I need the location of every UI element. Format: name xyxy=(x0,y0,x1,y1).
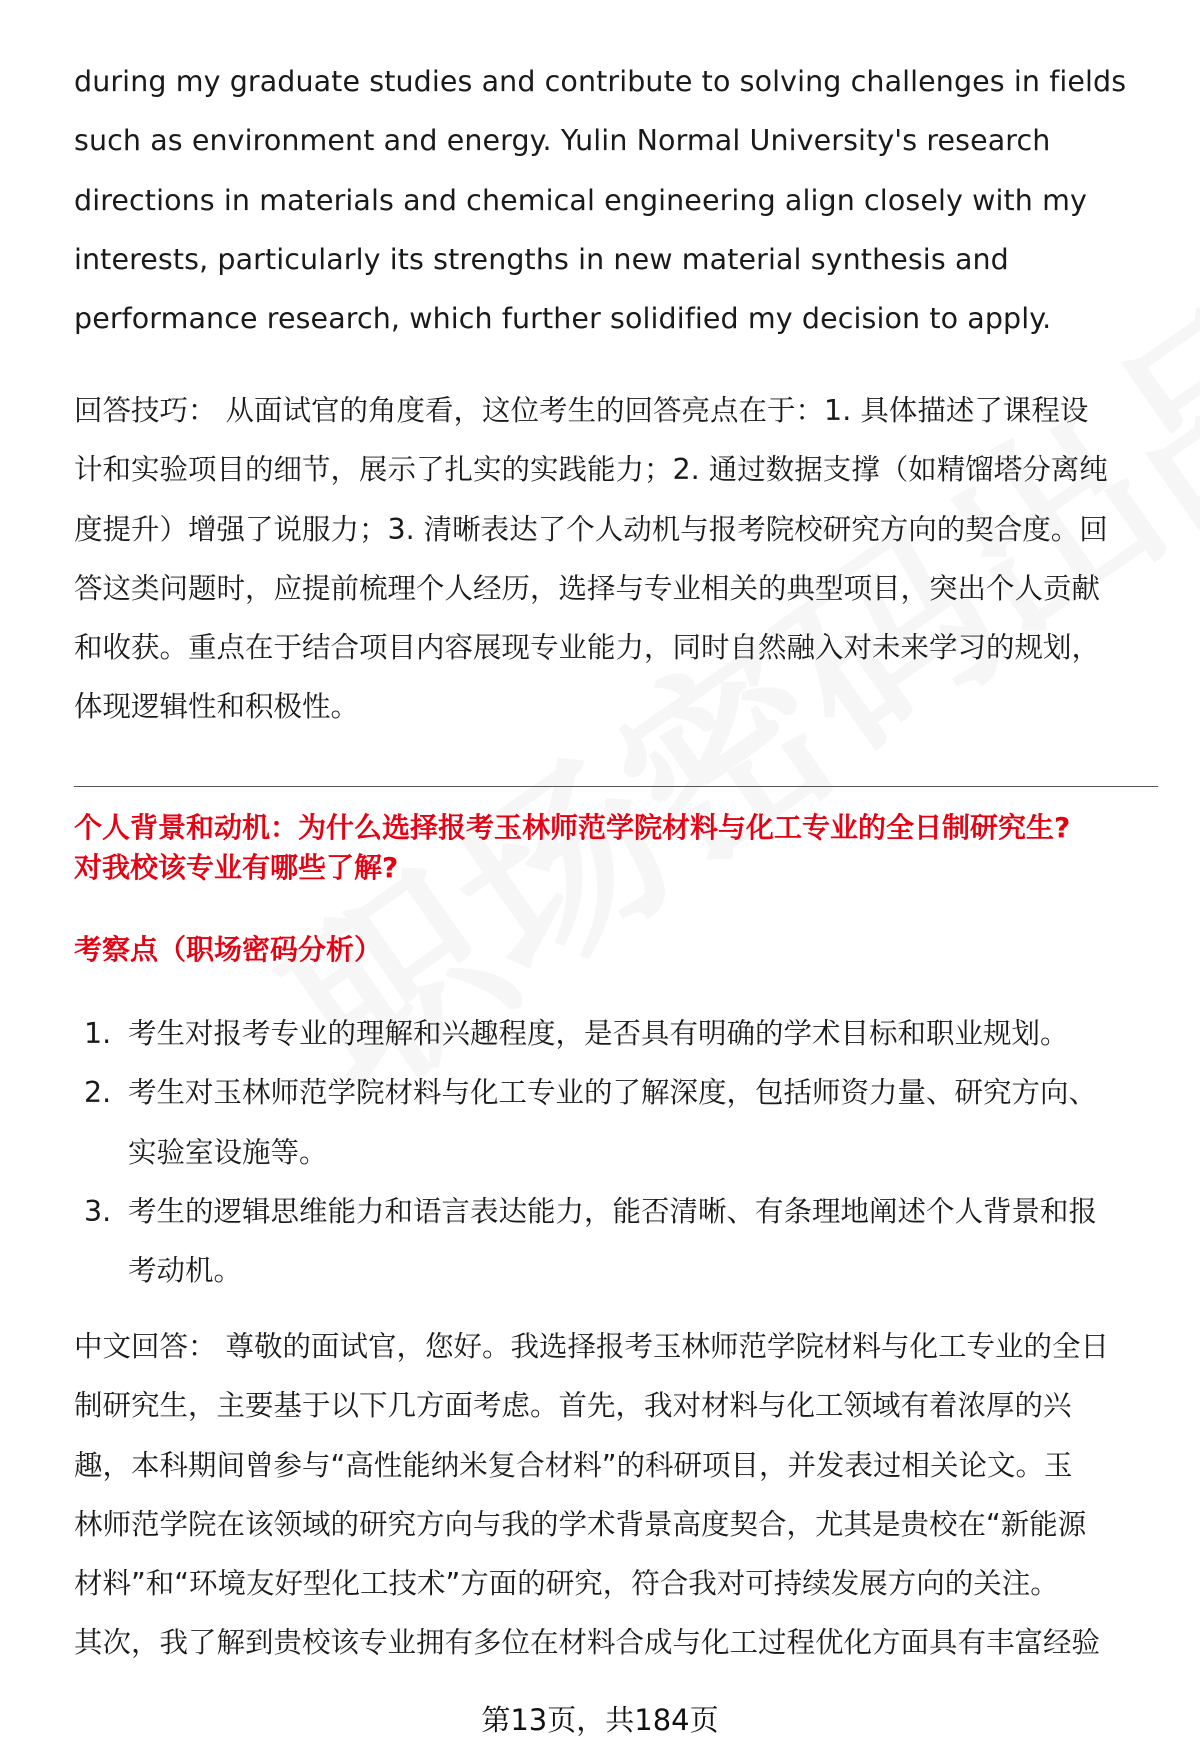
list-item xyxy=(74,1182,1158,1301)
list-item xyxy=(74,1004,1158,1063)
key-points-list xyxy=(74,1004,1158,1300)
list-item-line: 考生的逻辑思维能力和语言表达能力，能否清晰、有条理地阐述个人背景和报 xyxy=(128,1194,1098,1228)
paragraph-line: 计和实验项目的细节，展示了扎实的实践能力；2. 通过数据支撑（如精馏塔分离纯 xyxy=(74,453,1108,487)
key-points-heading: 考察点（职场密码分析） xyxy=(74,933,383,966)
english-paragraph xyxy=(74,52,1158,348)
paragraph-line: 答这类问题时，应提前梳理个人经历，选择与专业相关的典型项目，突出个人贡献 xyxy=(74,571,1101,605)
list-item xyxy=(74,1063,1158,1182)
list-item-line: 实验室设施等。 xyxy=(128,1135,328,1169)
paragraph-line: 体现逻辑性和积极性。 xyxy=(74,690,360,724)
paragraph-line: 度提升）增强了说服力；3. 清晰表达了个人动机与报考院校研究方向的契合度。回 xyxy=(74,512,1108,546)
paragraph-line: during my graduate studies and contribute to solving challenges in fields xyxy=(74,65,1127,98)
list-number: 2. xyxy=(84,1076,112,1110)
paragraph-line: 其次，我了解到贵校该专业拥有多位在材料合成与化工过程优化方面具有丰富经验 xyxy=(74,1626,1101,1660)
paragraph-line: directions in materials and chemical engineering align closely with my xyxy=(74,183,1087,217)
heading-line: 对我校该专业有哪些了解? xyxy=(74,851,399,884)
paragraph-line: such as environment and energy. Yulin Normal University's research xyxy=(74,124,1051,158)
list-item-line: 考生对玉林师范学院材料与化工专业的了解深度，包括师资力量、研究方向、 xyxy=(128,1076,1098,1110)
paragraph-line: interests, particularly its strengths in new material synthesis and xyxy=(74,242,1009,276)
paragraph-line: 材料”和“环境友好型化工技术”方面的研究，符合我对可持续发展方向的关注。 xyxy=(74,1567,1059,1601)
page-number: 第13页，共184页 xyxy=(481,1703,719,1737)
chinese-answer-paragraph xyxy=(74,1317,1158,1673)
heading-line: 个人背景和动机：为什么选择报考玉林师范学院材料与化工专业的全日制研究生? xyxy=(74,811,1071,844)
list-item-line: 考生对报考专业的理解和兴趣程度，是否具有明确的学术目标和职业规划。 xyxy=(128,1017,1069,1050)
paragraph-line: 回答技巧： 从面试官的角度看，这位考生的回答亮点在于：1. 具体描述了课程设 xyxy=(74,394,1089,427)
paragraph-line: 中文回答： 尊敬的面试官，您好。我选择报考玉林师范学院材料与化工专业的全日 xyxy=(74,1330,1110,1363)
list-number: 3. xyxy=(84,1194,112,1228)
paragraph-line: 林师范学院在该领域的研究方向与我的学术背景高度契合，尤其是贵校在“新能源 xyxy=(74,1507,1087,1541)
answer-tips-paragraph xyxy=(74,381,1158,737)
paragraph-line: performance research, which further solidified my decision to apply. xyxy=(74,302,1052,336)
paragraph-line: 和收获。重点在于结合项目内容展现专业能力，同时自然融入对未来学习的规划， xyxy=(74,631,1101,665)
question-heading xyxy=(74,808,1158,888)
paragraph-line: 趣，本科期间曾参与“高性能纳米复合材料”的科研项目，并发表过相关论文。玉 xyxy=(74,1448,1073,1482)
section-divider xyxy=(74,786,1158,787)
list-number: 1. xyxy=(84,1017,112,1050)
paragraph-line: 制研究生，主要基于以下几方面考虑。首先，我对材料与化工领域有着浓厚的兴 xyxy=(74,1389,1072,1423)
list-item-line: 考动机。 xyxy=(128,1254,243,1288)
